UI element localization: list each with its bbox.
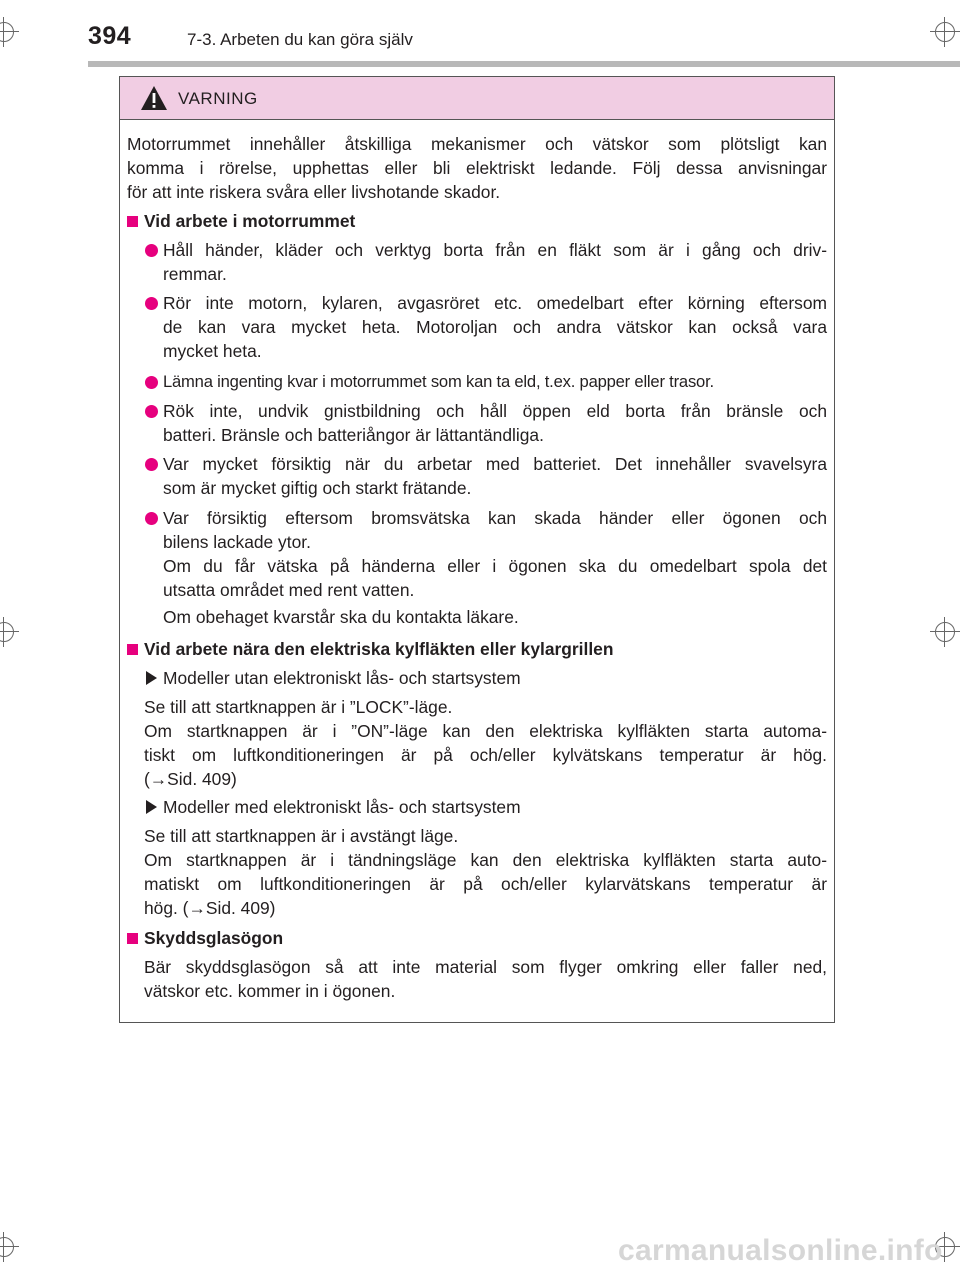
text-line: utsatta området med rent vatten. <box>163 580 415 600</box>
crop-mark-icon <box>930 617 960 647</box>
section-heading-goggles: Skyddsglasögon <box>144 928 284 948</box>
text-line: remmar. <box>163 264 227 284</box>
arrow-bullet-icon <box>146 800 157 814</box>
section-title: 7-3. Arbeten du kan göra själv <box>187 30 413 49</box>
text-line: tiskt om luftkonditioneringen är på och/eller kylvätskans temperatur är hög. <box>144 745 827 765</box>
text-line: Var mycket försiktig när du arbetar med batteriet. Det innehåller svavelsyra <box>163 454 827 474</box>
arrow-bullet-icon <box>146 671 157 685</box>
section-heading-engine: Vid arbete i motorrummet <box>144 211 356 231</box>
text-line: Se till att startknappen är i ”LOCK”-läge. <box>144 697 453 717</box>
crop-mark-icon <box>0 1232 19 1262</box>
text-line: de kan vara mycket heta. Motoroljan och andra vätskor kan också vara <box>163 317 827 337</box>
text-line: Rök inte, undvik gnistbildning och håll öppen eld borta från bränsle och <box>163 401 827 421</box>
warning-title: VARNING <box>178 89 258 108</box>
text-line: Lämna ingenting kvar i motorrummet som kan ta eld, t.ex. papper eller trasor. <box>163 372 714 391</box>
text-line: Om startknappen är i ”ON”-läge kan den elektriska kylfläkten starta automa- <box>144 721 827 741</box>
text-line: (→Sid. 409) <box>144 769 237 789</box>
warning-triangle-icon <box>140 85 168 111</box>
round-bullet-icon <box>145 297 158 310</box>
square-bullet-icon <box>127 644 138 655</box>
crop-mark-icon <box>0 617 19 647</box>
text-line: som är mycket giftig och starkt frätande. <box>163 478 472 498</box>
text-line: vätskor etc. kommer in i ögonen. <box>144 981 396 1001</box>
text-line: hög. (→Sid. 409) <box>144 898 276 918</box>
text-line: Om startknappen är i tändningsläge kan den elektriska kylfläkten starta auto- <box>144 850 827 870</box>
model-text <box>144 824 827 920</box>
warning-header <box>120 77 834 120</box>
list-item <box>163 506 827 602</box>
text-line: Bär skyddsglasögon så att inte material som flyger omkring eller faller ned, <box>144 957 827 977</box>
text-line: bilens lackade ytor. <box>163 532 311 552</box>
square-bullet-icon <box>127 216 138 227</box>
warning-intro <box>127 132 827 204</box>
round-bullet-icon <box>145 405 158 418</box>
round-bullet-icon <box>145 512 158 525</box>
model-label: Modeller utan elektroniskt lås- och startsystem <box>163 668 521 688</box>
goggles-text <box>144 955 827 1003</box>
text-line: Rör inte motorn, kylaren, avgasröret etc. omedelbart efter körning eftersom <box>163 293 827 313</box>
round-bullet-icon <box>145 376 158 389</box>
text-line: Motorrummet innehåller åtskilliga mekanismer och vätskor som plötsligt kan <box>127 134 827 154</box>
model-text <box>144 695 827 791</box>
text-line: Håll händer, kläder och verktyg borta från en fläkt som är i gång och driv- <box>163 240 827 260</box>
model-label: Modeller med elektroniskt lås- och startsystem <box>163 797 521 817</box>
square-bullet-icon <box>127 933 138 944</box>
list-item <box>163 452 827 500</box>
round-bullet-icon <box>145 244 158 257</box>
crop-mark-icon <box>0 17 19 47</box>
list-item <box>163 238 827 286</box>
engine-note: Om obehaget kvarstår ska du kontakta läkare. <box>163 607 519 627</box>
list-item <box>163 370 827 394</box>
text-line: batteri. Bränsle och batteriångor är lättantändliga. <box>163 425 544 445</box>
header-rule <box>88 61 960 67</box>
list-item <box>163 399 827 447</box>
text-line: för att inte riskera svåra eller livshotande skador. <box>127 182 501 202</box>
round-bullet-icon <box>145 458 158 471</box>
text-line: matiskt om luftkonditioneringen är på och/eller kylarvätskans temperatur är <box>144 874 827 894</box>
list-item <box>163 291 827 363</box>
text-line: Om du får vätska på händerna eller i ögonen ska du omedelbart spola det <box>163 556 827 576</box>
text-line: Var försiktig eftersom bromsvätska kan skada händer eller ögonen och <box>163 508 827 528</box>
text-line: komma i rörelse, upphettas eller bli elektriskt ledande. Följ dessa anvisningar <box>127 158 827 178</box>
crop-mark-icon <box>930 17 960 47</box>
section-heading-cooling-fan: Vid arbete nära den elektriska kylfläkten eller kylargrillen <box>144 639 614 659</box>
text-line: Se till att startknappen är i avstängt läge. <box>144 826 459 846</box>
watermark: carmanualsonline.info <box>618 1234 943 1267</box>
text-line: mycket heta. <box>163 341 262 361</box>
page-number: 394 <box>88 22 132 50</box>
